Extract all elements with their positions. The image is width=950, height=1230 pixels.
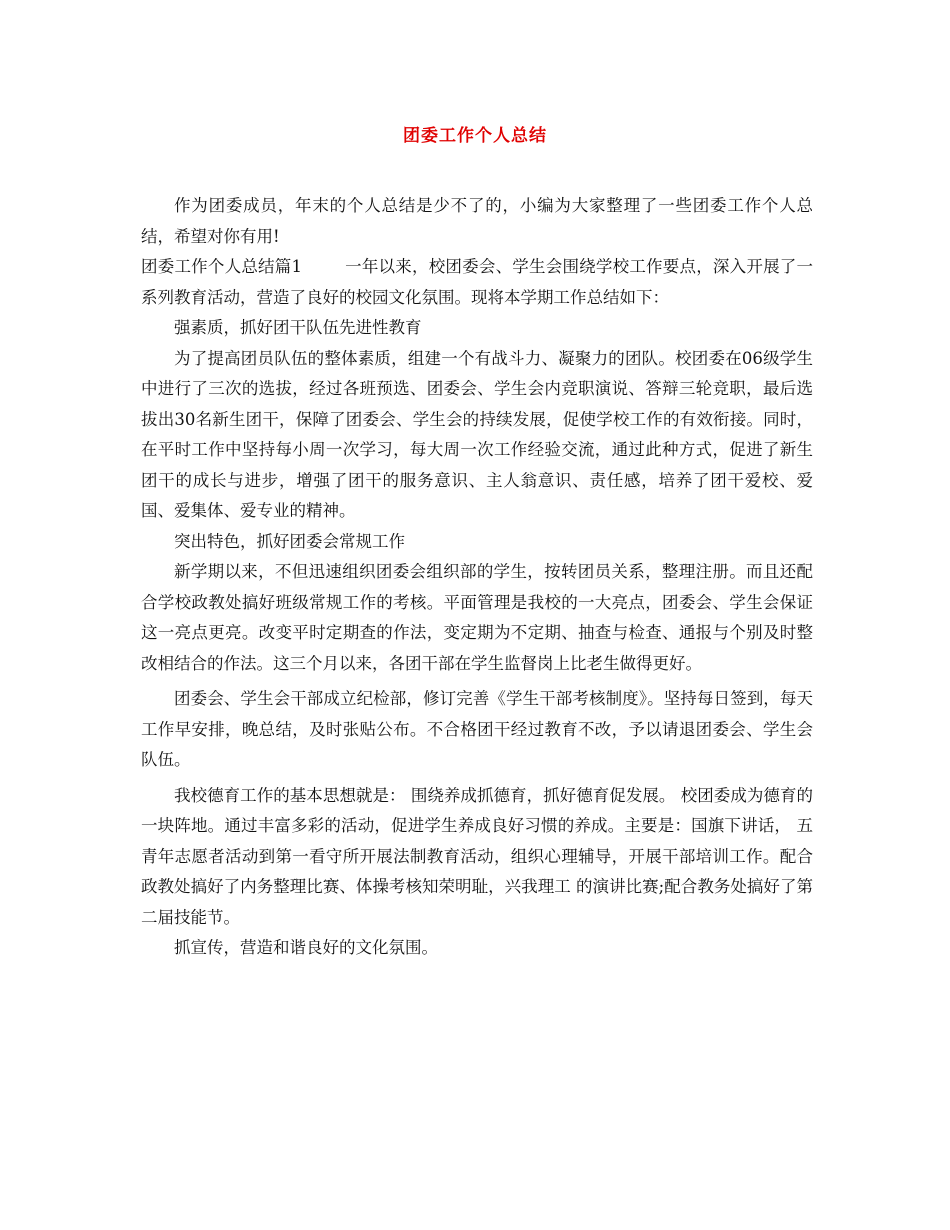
heading-routine-work: 突出特色，抓好团委会常规工作 bbox=[174, 531, 405, 551]
heading-publicity: 抓宣传，营造和谐良好的文化氛围。 bbox=[174, 938, 438, 957]
document-title: 团委工作个人总结 bbox=[403, 126, 547, 146]
intro-paragraph: 作为团委成员，年末的个人总结是少不了的，小编为大家整理了一些团委工作个人总结，希望对你有用! bbox=[141, 196, 813, 246]
section-intro-text: 一年以来，校团委会、学生会围绕学校工作要点，深入开展了一系列教育活动，营造了良好的校园文化氛围。现将本学期工作总结如下： bbox=[141, 257, 814, 307]
paragraph-moral-education: 我校德育工作的基本思想就是： 围绕养成抓德育，抓好德育促发展。 校团委成为德育的一块阵地。通过丰富多彩的活动，促进学生养成良好习惯的养成。主要是：国旗下讲话， 五 青年志愿者活动到第一看守所开展法制教育活动，组织心理辅导，开展干部培训工作。配合政教处搞好了内务整理比赛、体操考核知荣明耻，兴我理工 的演讲比赛;配合教务处搞好了第二届技能节。 bbox=[141, 785, 813, 927]
heading-strengthen-quality: 强素质，抓好团干队伍先进性教育 bbox=[174, 318, 422, 337]
document-body bbox=[141, 191, 813, 964]
section-label: 团委工作个人总结篇1 bbox=[141, 257, 302, 276]
section-paragraph bbox=[141, 252, 813, 313]
paragraph-team-selection: 为了提高团员队伍的整体素质，组建一个有战斗力、凝聚力的团队。校团委在06级学生中进行了三次的选拔，经过各班预选、团委会、学生会内竞职演说、答辩三轮竞职，最后选拔出30名新生团干，保障了团委会、学生会的持续发展，促使学校工作的有效衔接。同时，在平时工作中坚持每小周一次学习，每大周一次工作经验交流，通过此种方式，促进了新生团干的成长与进步，增强了团干的服务意识、主人翁意识、责任感，培养了团干爱校、爱国、爱集体、爱专业的精神。 bbox=[141, 348, 813, 520]
paragraph-discipline-dept: 团委会、学生会干部成立纪检部，修订完善《学生干部考核制度》。坚持每日签到，每天工作早安排，晚总结，及时张贴公布。不合格团干经过教育不改，予以请退团委会、学生会队伍。 bbox=[141, 689, 813, 769]
paragraph-new-semester: 新学期以来，不但迅速组织团委会组织部的学生，按转团员关系，整理注册。而且还配合学校政教处搞好班级常规工作的考核。平面管理是我校的一大亮点，团委会、学生会保证这一亮点更亮。改变平时定期查的作法，变定期为不定期、抽查与检查、通报与个别及时整改相结合的作法。这三个月以来，各团干部在学生监督岗上比老生做得更好。 bbox=[141, 562, 813, 673]
